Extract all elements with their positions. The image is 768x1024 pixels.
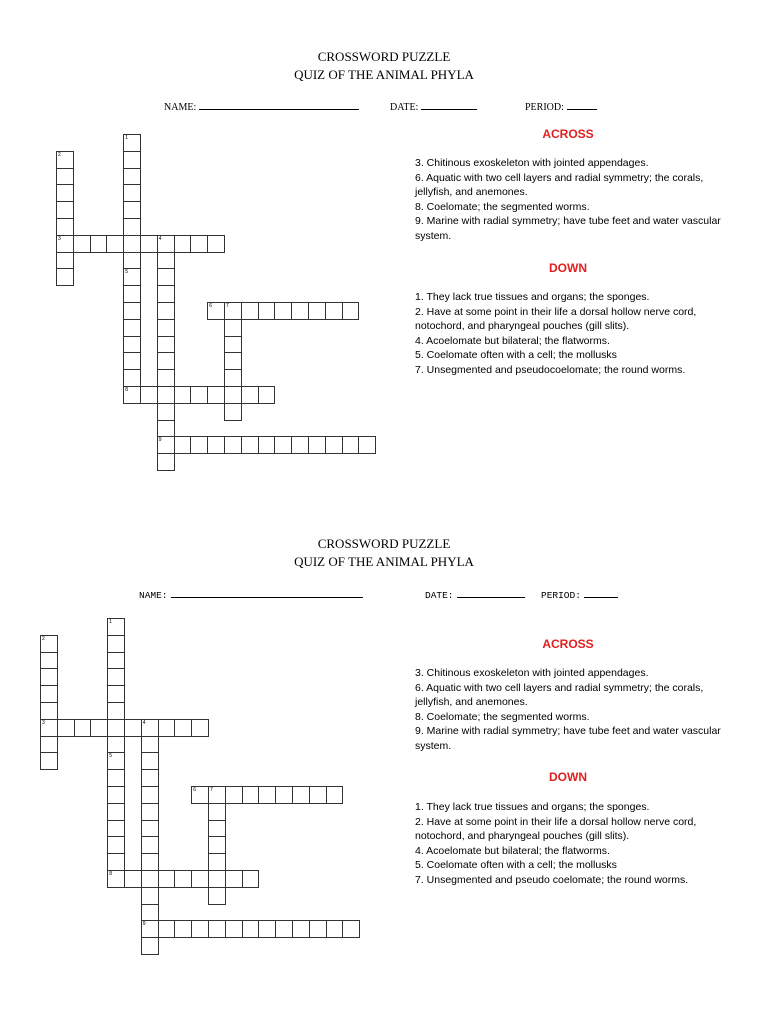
- crossword-cell[interactable]: [123, 268, 141, 286]
- crossword-cell[interactable]: [157, 336, 175, 354]
- clue-number: 1: [109, 619, 112, 625]
- crossword-cell[interactable]: [207, 386, 225, 404]
- crossword-cell[interactable]: [157, 403, 175, 421]
- crossword-cell[interactable]: [174, 386, 192, 404]
- crossword-cell[interactable]: [342, 302, 360, 320]
- clue-number: 2: [42, 635, 45, 642]
- crossword-cell[interactable]: [325, 302, 343, 320]
- crossword-cell[interactable]: [358, 436, 376, 454]
- puzzle-title: CROSSWORD PUZZLE: [317, 536, 451, 551]
- clue-number: 8: [125, 387, 128, 393]
- down-clue: 1. They lack true tissues and organs; the sponges.: [415, 291, 650, 303]
- crossword-cell[interactable]: [140, 386, 158, 404]
- crossword-cell[interactable]: [123, 369, 141, 387]
- crossword-cell[interactable]: [174, 920, 192, 938]
- crossword-cell[interactable]: [123, 184, 141, 202]
- crossword-cell[interactable]: [123, 252, 141, 270]
- crossword-cell[interactable]: [208, 870, 226, 888]
- crossword-cell[interactable]: [190, 436, 208, 454]
- clue-number: 9: [142, 921, 146, 928]
- crossword-cell[interactable]: [56, 201, 74, 219]
- crossword-cell[interactable]: [141, 904, 159, 922]
- clue-number: 9: [158, 437, 162, 444]
- puzzle-title: CROSSWORD PUZZLE: [317, 49, 451, 64]
- crossword-cell[interactable]: [123, 134, 141, 152]
- clue-number: 8: [109, 871, 112, 877]
- crossword-cell[interactable]: [225, 870, 243, 888]
- crossword-cell[interactable]: [308, 436, 326, 454]
- across-clue: 3. Chitinous exoskeleton with jointed appendages.: [415, 667, 649, 679]
- crossword-cell[interactable]: [258, 786, 276, 804]
- down-heading: DOWN: [549, 770, 587, 784]
- crossword-cell[interactable]: [258, 920, 276, 938]
- crossword-cell[interactable]: [141, 887, 159, 905]
- crossword-cell[interactable]: [224, 436, 242, 454]
- across-clues: [415, 666, 730, 754]
- crossword-cell[interactable]: [309, 920, 327, 938]
- crossword-cell[interactable]: [157, 302, 175, 320]
- crossword-cell[interactable]: [141, 719, 159, 737]
- down-clue: 2. Have at some point in their life a dorsal hollow nerve cord, notochord, and pharyngeal pouches (gill slits).: [415, 815, 697, 843]
- crossword-cell[interactable]: [224, 336, 242, 354]
- crossword-cell[interactable]: [208, 836, 226, 854]
- name-field[interactable]: [139, 588, 363, 601]
- crossword-cell[interactable]: [241, 386, 259, 404]
- crossword-cell[interactable]: [292, 920, 310, 938]
- across-clue: 8. Coelomate; the segmented worms.: [415, 200, 590, 213]
- crossword-cell[interactable]: [40, 652, 58, 670]
- crossword-cell[interactable]: [73, 235, 91, 253]
- crossword-cell[interactable]: [157, 352, 175, 370]
- clue-number: 4: [158, 235, 162, 242]
- crossword-cell[interactable]: [123, 319, 141, 337]
- crossword-cell[interactable]: [174, 870, 192, 888]
- crossword-cell[interactable]: [242, 920, 260, 938]
- crossword-cell[interactable]: [190, 235, 208, 253]
- crossword-cell[interactable]: [342, 920, 360, 938]
- crossword-cell[interactable]: [123, 201, 141, 219]
- crossword-cell[interactable]: [242, 786, 260, 804]
- clue-number: 6: [209, 303, 212, 309]
- crossword-cell[interactable]: [123, 285, 141, 303]
- crossword-cell[interactable]: [157, 436, 175, 454]
- crossword-cell[interactable]: [224, 319, 242, 337]
- across-clue: 9. Marine with radial symmetry; have tube feet and water vascular system.: [415, 725, 721, 752]
- crossword-cell[interactable]: [123, 168, 141, 186]
- crossword-cell[interactable]: [141, 786, 159, 804]
- clue-number: 4: [142, 719, 146, 726]
- crossword-cell[interactable]: [208, 887, 226, 905]
- crossword-cell[interactable]: [225, 786, 243, 804]
- crossword-cell[interactable]: [107, 652, 125, 670]
- clue-number: 7: [226, 303, 229, 309]
- down-heading: DOWN: [549, 261, 587, 275]
- crossword-cell[interactable]: [191, 786, 209, 804]
- clue-number: 3: [58, 235, 61, 242]
- crossword-cell[interactable]: [158, 719, 176, 737]
- crossword-cell[interactable]: [258, 302, 276, 320]
- crossword-cell[interactable]: [241, 302, 259, 320]
- crossword-cell[interactable]: [157, 285, 175, 303]
- crossword-cell[interactable]: [291, 302, 309, 320]
- down-clue: 7. Unsegmented and pseudo coelomate; the round worms.: [415, 873, 689, 886]
- crossword-cell[interactable]: [326, 786, 344, 804]
- crossword-cell[interactable]: [123, 386, 141, 404]
- date-label: DATE:: [425, 590, 454, 601]
- date-label: DATE:: [390, 102, 419, 113]
- down-clues: [415, 800, 730, 888]
- crossword-cell[interactable]: [275, 786, 293, 804]
- crossword-cell[interactable]: [325, 436, 343, 454]
- crossword-cell[interactable]: [57, 719, 75, 737]
- crossword-cell[interactable]: [275, 920, 293, 938]
- crossword-cell[interactable]: [208, 786, 226, 804]
- crossword-cell[interactable]: [174, 436, 192, 454]
- crossword-cell[interactable]: [107, 836, 125, 854]
- down-clue: 4. Acoelomate but bilateral; the flatworms.: [415, 334, 610, 347]
- crossword-cell[interactable]: [40, 736, 58, 754]
- crossword-cell[interactable]: [274, 436, 292, 454]
- across-clue: 6. Aquatic with two cell layers and radial symmetry; the corals, jellyfish, and anemones.: [415, 681, 704, 709]
- period-field[interactable]: [541, 588, 618, 601]
- crossword-cell[interactable]: [258, 436, 276, 454]
- crossword-cell[interactable]: [107, 635, 125, 653]
- crossword-cell[interactable]: [40, 685, 58, 703]
- crossword-cell[interactable]: [326, 920, 344, 938]
- down-clue: 5. Coelomate often with a cell; the mollusks: [415, 859, 617, 872]
- crossword-cell[interactable]: [141, 769, 159, 787]
- clue-number: 5: [109, 753, 112, 760]
- crossword-cell[interactable]: [40, 752, 58, 770]
- crossword-cell[interactable]: [342, 436, 360, 454]
- crossword-cell[interactable]: [224, 369, 242, 387]
- crossword-cell[interactable]: [241, 436, 259, 454]
- crossword-cell[interactable]: [157, 386, 175, 404]
- crossword-cell[interactable]: [208, 920, 226, 938]
- down-clue: 4. Acoelomate but bilateral; the flatworms.: [415, 844, 610, 857]
- down-clue: 2. Have at some point in their life a dorsal hollow nerve cord, notochord, and pharyngeal pouches (gill slits).: [415, 305, 697, 333]
- crossword-cell[interactable]: [308, 302, 326, 320]
- crossword-cell[interactable]: [56, 218, 74, 236]
- puzzle-subtitle: QUIZ OF THE ANIMAL PHYLA: [294, 554, 474, 569]
- crossword-cell[interactable]: [107, 870, 125, 888]
- crossword-cell[interactable]: [40, 668, 58, 686]
- crossword-cell[interactable]: [107, 668, 125, 686]
- crossword-cell[interactable]: [174, 719, 192, 737]
- crossword-cell[interactable]: [107, 803, 125, 821]
- crossword-cell[interactable]: [107, 719, 125, 737]
- crossword-cell[interactable]: [158, 920, 176, 938]
- crossword-cell[interactable]: [123, 235, 141, 253]
- crossword-cell[interactable]: [56, 252, 74, 270]
- crossword-cell[interactable]: [157, 235, 175, 253]
- crossword-cell[interactable]: [124, 870, 142, 888]
- crossword-cell[interactable]: [56, 184, 74, 202]
- date-field[interactable]: [425, 588, 525, 601]
- across-clue: 3. Chitinous exoskeleton with jointed appendages.: [415, 157, 649, 169]
- crossword-cell[interactable]: [157, 453, 175, 471]
- name-label: NAME:: [164, 102, 197, 113]
- clue-number: 7: [210, 787, 213, 793]
- down-clue: 5. Coelomate often with a cell; the mollusks: [415, 349, 617, 362]
- crossword-cell[interactable]: [124, 719, 142, 737]
- name-label: NAME:: [139, 590, 168, 601]
- crossword-cell[interactable]: [191, 719, 209, 737]
- crossword-cell[interactable]: [141, 836, 159, 854]
- crossword-cell[interactable]: [140, 235, 158, 253]
- crossword-cell[interactable]: [207, 235, 225, 253]
- period-label: PERIOD:: [541, 590, 581, 601]
- crossword-cell[interactable]: [107, 786, 125, 804]
- crossword-cell[interactable]: [208, 803, 226, 821]
- crossword-cell[interactable]: [107, 853, 125, 871]
- crossword-cell[interactable]: [207, 436, 225, 454]
- crossword-cell[interactable]: [157, 420, 175, 438]
- crossword-cell[interactable]: [258, 386, 276, 404]
- crossword-cell[interactable]: [207, 302, 225, 320]
- clue-number: 1: [125, 135, 128, 141]
- crossword-cell[interactable]: [291, 436, 309, 454]
- crossword-cell[interactable]: [56, 151, 74, 169]
- crossword-cell[interactable]: [157, 319, 175, 337]
- crossword-cell[interactable]: [225, 920, 243, 938]
- down-clue: 7. Unsegmented and pseudocoelomate; the round worms.: [415, 363, 686, 376]
- across-heading: ACROSS: [542, 127, 594, 141]
- crossword-cell[interactable]: [141, 820, 159, 838]
- crossword-cell[interactable]: [141, 853, 159, 871]
- crossword-cell[interactable]: [107, 752, 125, 770]
- crossword-cell[interactable]: [107, 769, 125, 787]
- clue-number: 2: [58, 151, 61, 158]
- crossword-cell[interactable]: [190, 386, 208, 404]
- crossword-cell[interactable]: [224, 403, 242, 421]
- crossword-cell[interactable]: [90, 235, 108, 253]
- crossword-cell[interactable]: [40, 719, 58, 737]
- crossword-cell[interactable]: [224, 386, 242, 404]
- clue-number: 6: [193, 787, 196, 793]
- crossword-cell[interactable]: [141, 920, 159, 938]
- crossword-cell[interactable]: [141, 736, 159, 754]
- crossword-cell[interactable]: [158, 870, 176, 888]
- crossword-cell[interactable]: [40, 702, 58, 720]
- crossword-cell[interactable]: [292, 786, 310, 804]
- crossword-cell[interactable]: [208, 820, 226, 838]
- crossword-cell[interactable]: [208, 853, 226, 871]
- crossword-cell[interactable]: [224, 302, 242, 320]
- across-heading: ACROSS: [542, 637, 594, 651]
- crossword-cell[interactable]: [123, 352, 141, 370]
- crossword-cell[interactable]: [157, 369, 175, 387]
- down-clue: 1. They lack true tissues and organs; the sponges.: [415, 801, 650, 813]
- crossword-cell[interactable]: [56, 168, 74, 186]
- crossword-cell[interactable]: [123, 302, 141, 320]
- crossword-cell[interactable]: [123, 151, 141, 169]
- crossword-cell[interactable]: [56, 235, 74, 253]
- crossword-cell[interactable]: [40, 635, 58, 653]
- crossword-cell[interactable]: [107, 736, 125, 754]
- crossword-cell[interactable]: [174, 235, 192, 253]
- crossword-cell[interactable]: [107, 702, 125, 720]
- crossword-cell[interactable]: [107, 618, 125, 636]
- clue-number: 5: [125, 269, 128, 276]
- crossword-cell[interactable]: [56, 268, 74, 286]
- crossword-cell[interactable]: [157, 268, 175, 286]
- crossword-cell[interactable]: [107, 685, 125, 703]
- crossword-cell[interactable]: [106, 235, 124, 253]
- crossword-cell[interactable]: [191, 870, 209, 888]
- crossword-cell[interactable]: [123, 218, 141, 236]
- crossword-cell[interactable]: [123, 336, 141, 354]
- crossword-cell[interactable]: [274, 302, 292, 320]
- crossword-cell[interactable]: [242, 870, 260, 888]
- crossword-cell[interactable]: [90, 719, 108, 737]
- crossword-cell[interactable]: [107, 820, 125, 838]
- crossword-cell[interactable]: [141, 803, 159, 821]
- period-label: PERIOD:: [525, 102, 564, 113]
- across-clue: 6. Aquatic with two cell layers and radial symmetry; the corals, jellyfish, and anemones.: [415, 171, 704, 199]
- crossword-cell[interactable]: [224, 352, 242, 370]
- crossword-cell[interactable]: [141, 752, 159, 770]
- crossword-cell[interactable]: [157, 252, 175, 270]
- across-clue: 8. Coelomate; the segmented worms.: [415, 710, 590, 723]
- clue-number: 3: [42, 719, 45, 726]
- puzzle-subtitle: QUIZ OF THE ANIMAL PHYLA: [294, 67, 474, 82]
- crossword-cell[interactable]: [309, 786, 327, 804]
- across-clue: 9. Marine with radial symmetry; have tube feet and water vascular system.: [415, 215, 721, 242]
- crossword-cell[interactable]: [141, 870, 159, 888]
- crossword-cell[interactable]: [141, 937, 159, 955]
- crossword-cell[interactable]: [191, 920, 209, 938]
- crossword-cell[interactable]: [74, 719, 92, 737]
